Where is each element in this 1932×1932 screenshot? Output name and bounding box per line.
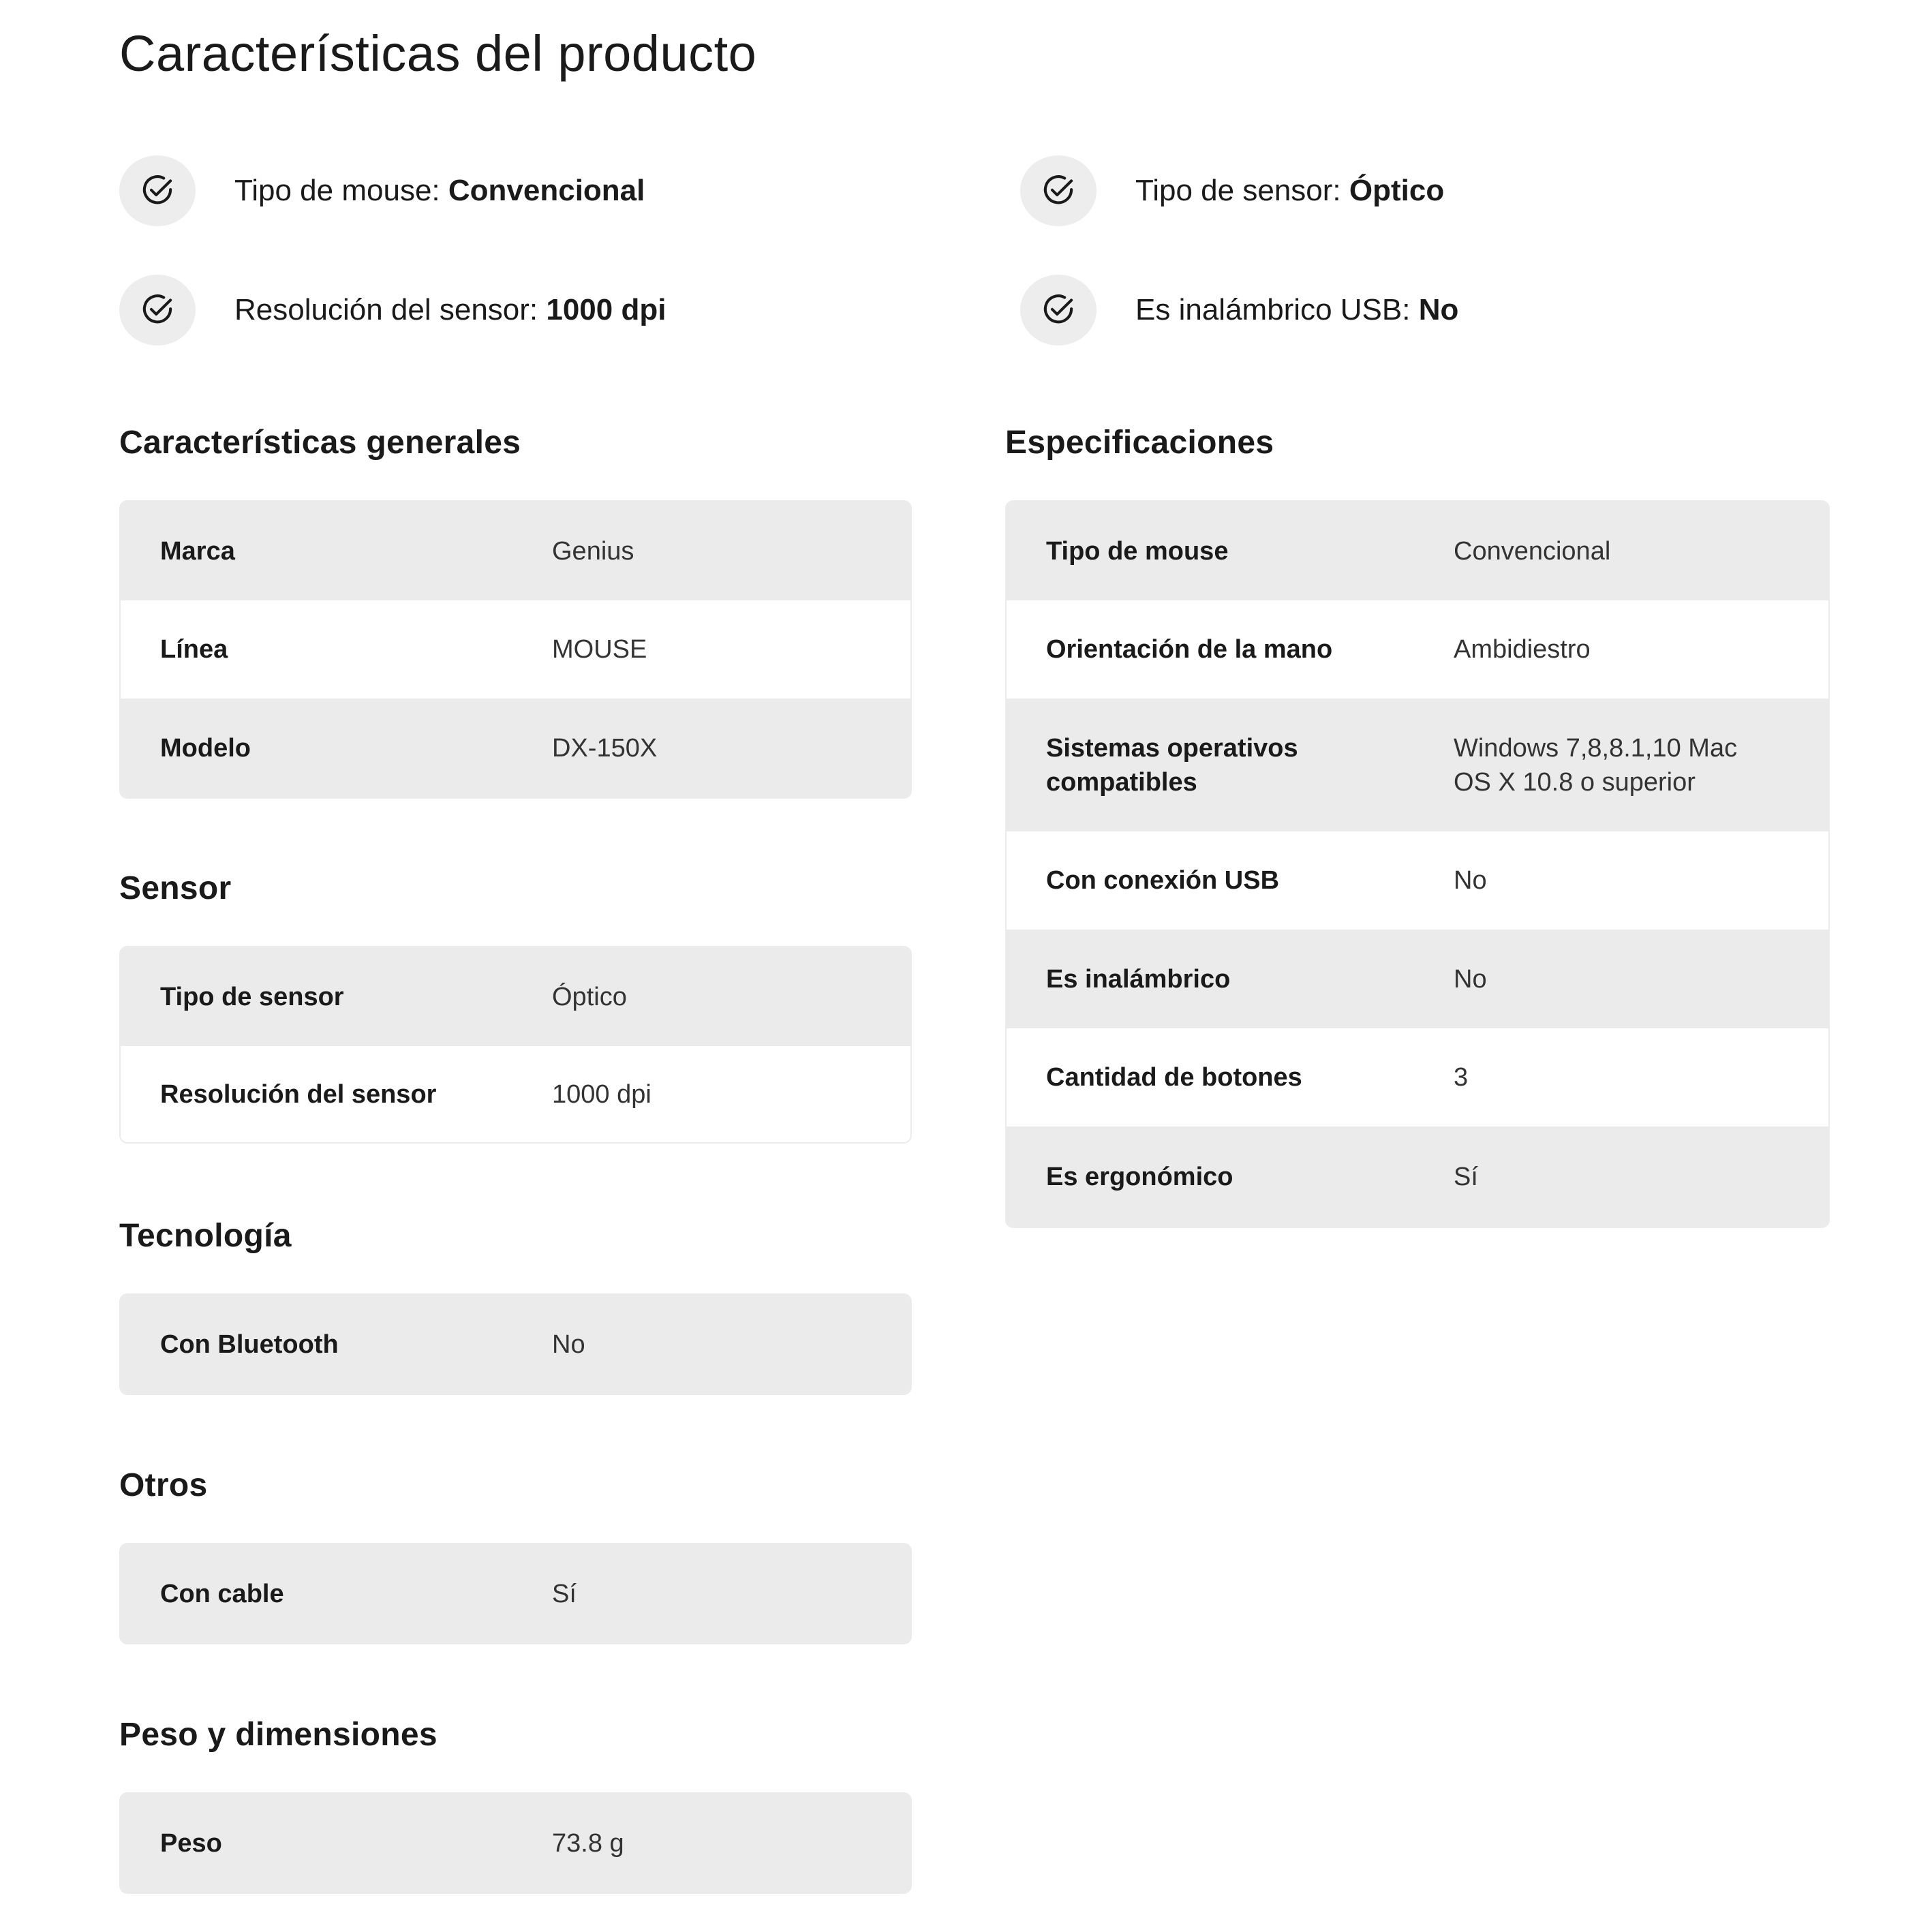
highlight-text [234,293,666,327]
row-value: Windows 7,8,8.1,10 Mac OS X 10.8 o superior [1454,733,1738,797]
row-value: 1000 dpi [552,1079,651,1109]
table-general [119,500,912,799]
row-value: MOUSE [552,635,647,664]
highlight-value: 1000 dpi [546,293,666,326]
highlight-text [1135,293,1458,327]
check-circle-icon [1020,155,1097,226]
table-row [121,699,910,797]
table-peso [119,1792,912,1894]
row-value: DX-150X [552,733,658,763]
row-label: Cantidad de botones [1046,1063,1302,1092]
table-row [1007,1028,1828,1126]
table-row [121,1046,910,1142]
row-label: Peso [160,1828,222,1858]
highlights-list [119,155,1830,353]
row-value: 3 [1454,1063,1469,1092]
section-title-peso: Peso y dimensiones [119,1717,438,1753]
row-value: No [1454,866,1487,895]
row-value: Sí [1454,1162,1478,1191]
check-circle-icon [1020,275,1097,346]
section-title-especificaciones: Especificaciones [1005,425,1274,461]
highlight-value: Convencional [448,174,645,207]
row-value: No [1454,964,1487,994]
row-value: Sí [552,1579,577,1608]
table-row [1007,831,1828,930]
highlight-label: Es inalámbrico USB: [1135,293,1419,326]
row-label: Con conexión USB [1046,866,1280,895]
row-label: Orientación de la mano [1046,635,1333,664]
row-value: 73.8 g [552,1828,624,1858]
highlight-label: Tipo de mouse: [234,174,448,207]
check-circle-icon [119,155,196,226]
highlight-item [119,275,666,346]
section-title-tecnologia: Tecnología [119,1218,292,1254]
row-value: Óptico [552,982,627,1011]
highlight-label: Resolución del sensor: [234,293,547,326]
table-row [1007,502,1828,600]
row-label: Marca [160,536,235,566]
row-label: Tipo de mouse [1046,536,1229,566]
highlight-value: No [1418,293,1459,326]
row-label: Con Bluetooth [160,1330,339,1359]
table-sensor [119,946,912,1144]
row-value: Ambidiestro [1454,635,1591,664]
highlight-text [1135,174,1444,208]
row-label: Línea [160,635,228,664]
highlight-label: Tipo de sensor: [1135,174,1349,207]
row-value: Convencional [1454,536,1611,566]
highlight-value: Óptico [1349,174,1445,207]
row-label: Con cable [160,1579,284,1608]
table-row [121,1794,910,1892]
highlight-item [119,155,645,226]
row-label: Resolución del sensor [160,1079,437,1109]
row-label: Modelo [160,733,251,763]
table-row [121,1295,910,1394]
row-label: Es inalámbrico [1046,964,1231,994]
table-tecnologia [119,1293,912,1395]
table-otros [119,1543,912,1644]
row-value: No [552,1330,585,1359]
table-row [121,600,910,699]
highlight-item [1020,275,1458,346]
highlight-text [234,174,645,208]
check-circle-icon [119,275,196,346]
highlight-item [1020,155,1444,226]
section-title-sensor: Sensor [119,870,232,906]
table-row [121,502,910,600]
section-title-general: Características generales [119,425,521,461]
row-label: Sistemas operativos compatibles [1046,733,1298,797]
table-especificaciones [1005,500,1830,1228]
table-row [1007,930,1828,1028]
table-row [1007,1126,1828,1227]
table-row [121,947,910,1046]
section-title-otros: Otros [119,1467,208,1503]
row-value: Genius [552,536,634,566]
row-label: Es ergonómico [1046,1162,1233,1191]
table-row [121,1544,910,1643]
page-title: Características del producto [119,25,757,82]
table-row [1007,699,1828,831]
table-row [1007,600,1828,699]
row-label: Tipo de sensor [160,982,344,1011]
